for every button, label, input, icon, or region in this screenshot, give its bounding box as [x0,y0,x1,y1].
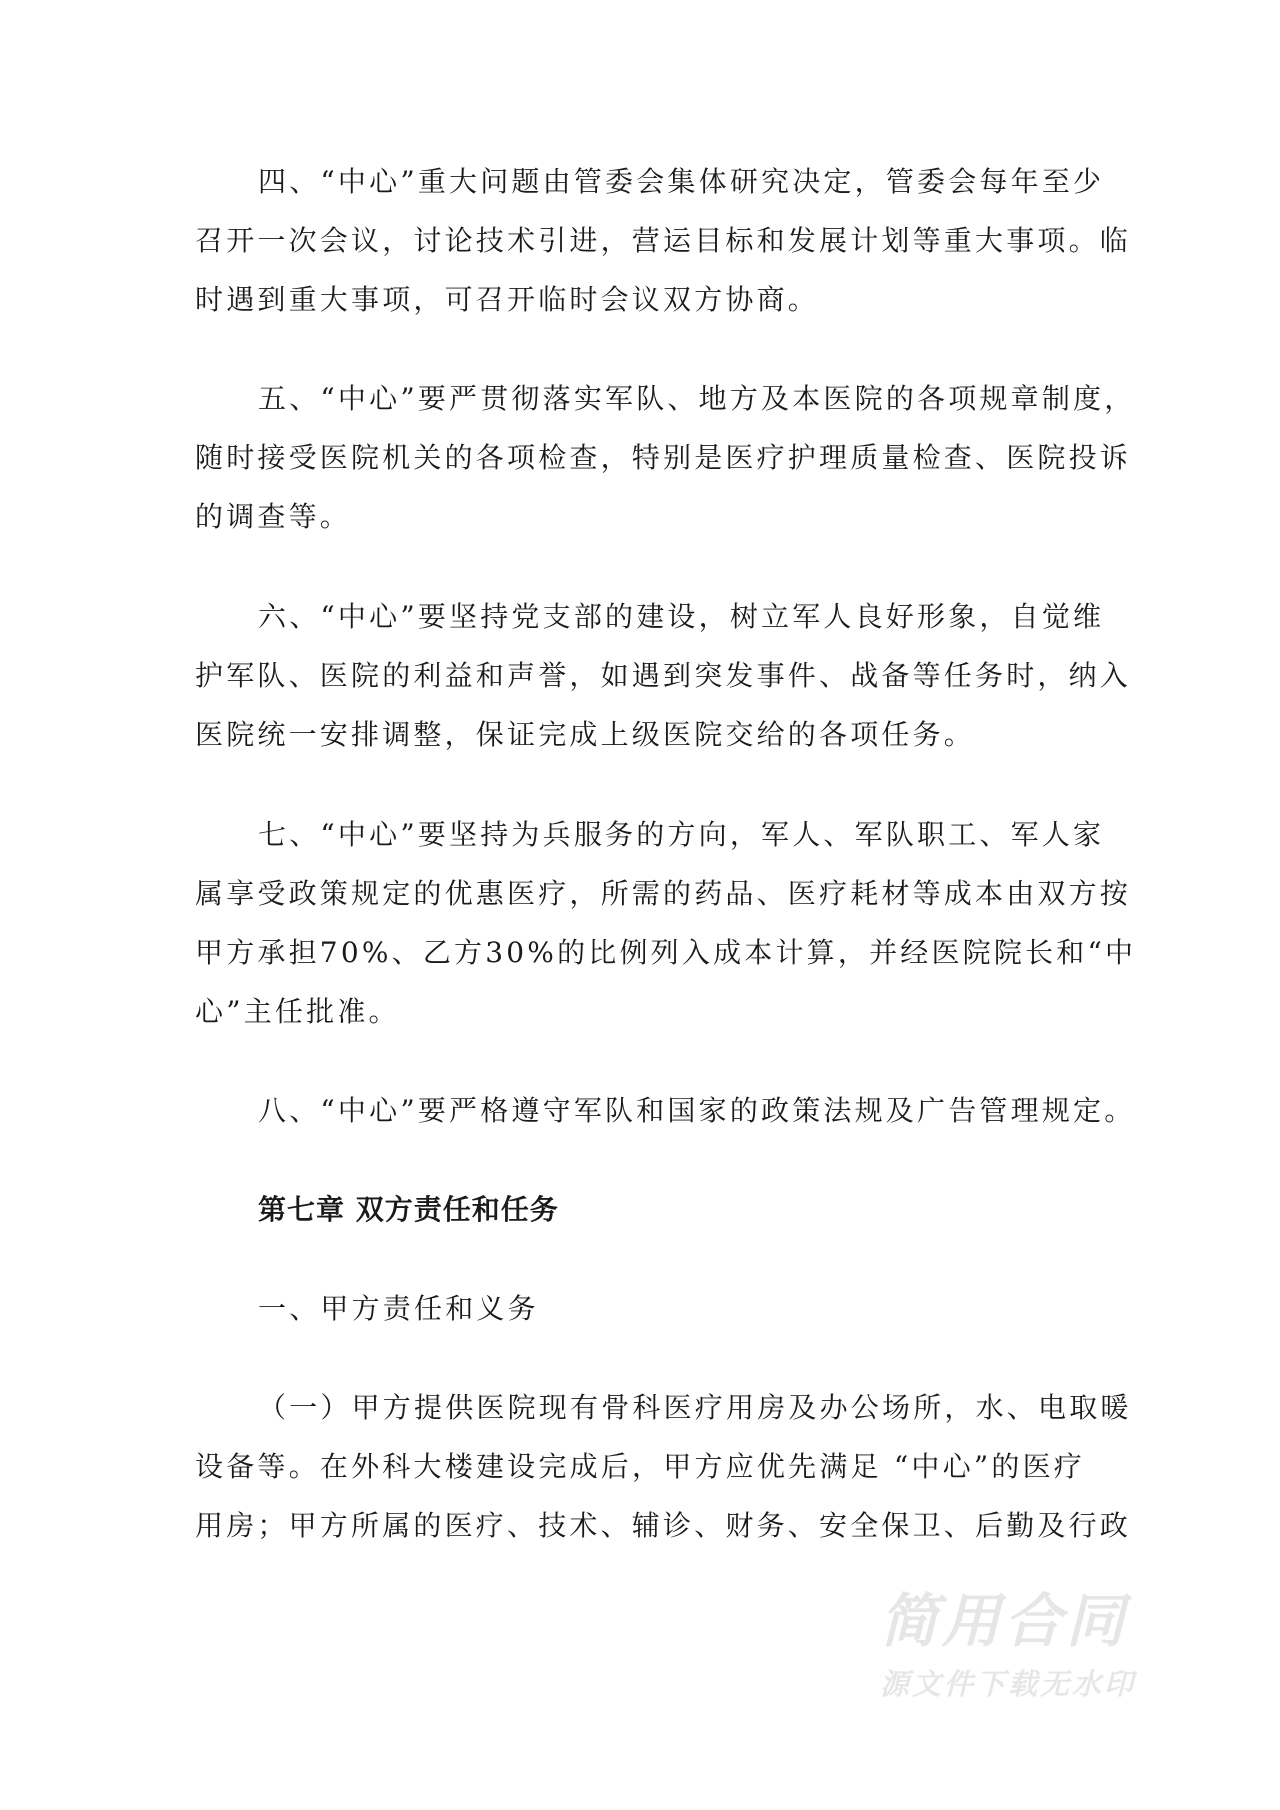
watermark-subtitle: 源文件下载无水印 [880,1667,1137,1701]
paragraph-6-line-2: 护军队、医院的利益和声誉，如遇到突发事件、战备等任务时，纳入 [195,659,1132,692]
paragraph-5-line-3: 的调查等。 [195,500,352,533]
subsection-line-2: 设备等。在外科大楼建设完成后，甲方应优先满足 “中心”的医疗 [195,1450,1085,1483]
paragraph-7-line-4: 心”主任批准。 [195,995,400,1028]
paragraph-7-line-3: 甲方承担70%、乙方30%的比例列入成本计算，并经医院院长和“中 [195,936,1137,969]
watermark-title: 简用合同 [880,1587,1129,1655]
section-heading: 一、甲方责任和义务 [258,1292,539,1325]
paragraph-4-line-2: 召开一次会议，讨论技术引进，营运目标和发展计划等重大事项。临 [195,224,1132,257]
paragraph-5-line-2: 随时接受医院机关的各项检查，特别是医疗护理质量检查、医院投诉 [195,441,1132,474]
paragraph-6-line-1: 六、“中心”要坚持党支部的建设，树立军人良好形象，自觉维 [258,600,1105,633]
paragraph-4-line-3: 时遇到重大事项，可召开临时会议双方协商。 [195,283,820,316]
paragraph-4-line-1: 四、“中心”重大问题由管委会集体研究决定，管委会每年至少 [258,165,1105,198]
paragraph-7-line-1: 七、“中心”要坚持为兵服务的方向，军人、军队职工、军人家 [258,818,1105,851]
subsection-line-1: （一）甲方提供医院现有骨科医疗用房及办公场所，水、电取暖 [258,1391,1132,1424]
subsection-line-3: 用房；甲方所属的医疗、技术、辅诊、财务、安全保卫、后勤及行政 [195,1509,1132,1542]
paragraph-5-line-1: 五、“中心”要严贯彻落实军队、地方及本医院的各项规章制度， [258,382,1136,415]
chapter-heading: 第七章 双方责任和任务 [258,1193,559,1226]
paragraph-7-line-2: 属享受政策规定的优惠医疗，所需的药品、医疗耗材等成本由双方按 [195,877,1132,910]
paragraph-8-line-1: 八、“中心”要严格遵守军队和国家的政策法规及广告管理规定。 [258,1094,1136,1127]
paragraph-6-line-3: 医院统一安排调整，保证完成上级医院交给的各项任务。 [195,718,976,751]
watermark [880,1588,1200,1704]
